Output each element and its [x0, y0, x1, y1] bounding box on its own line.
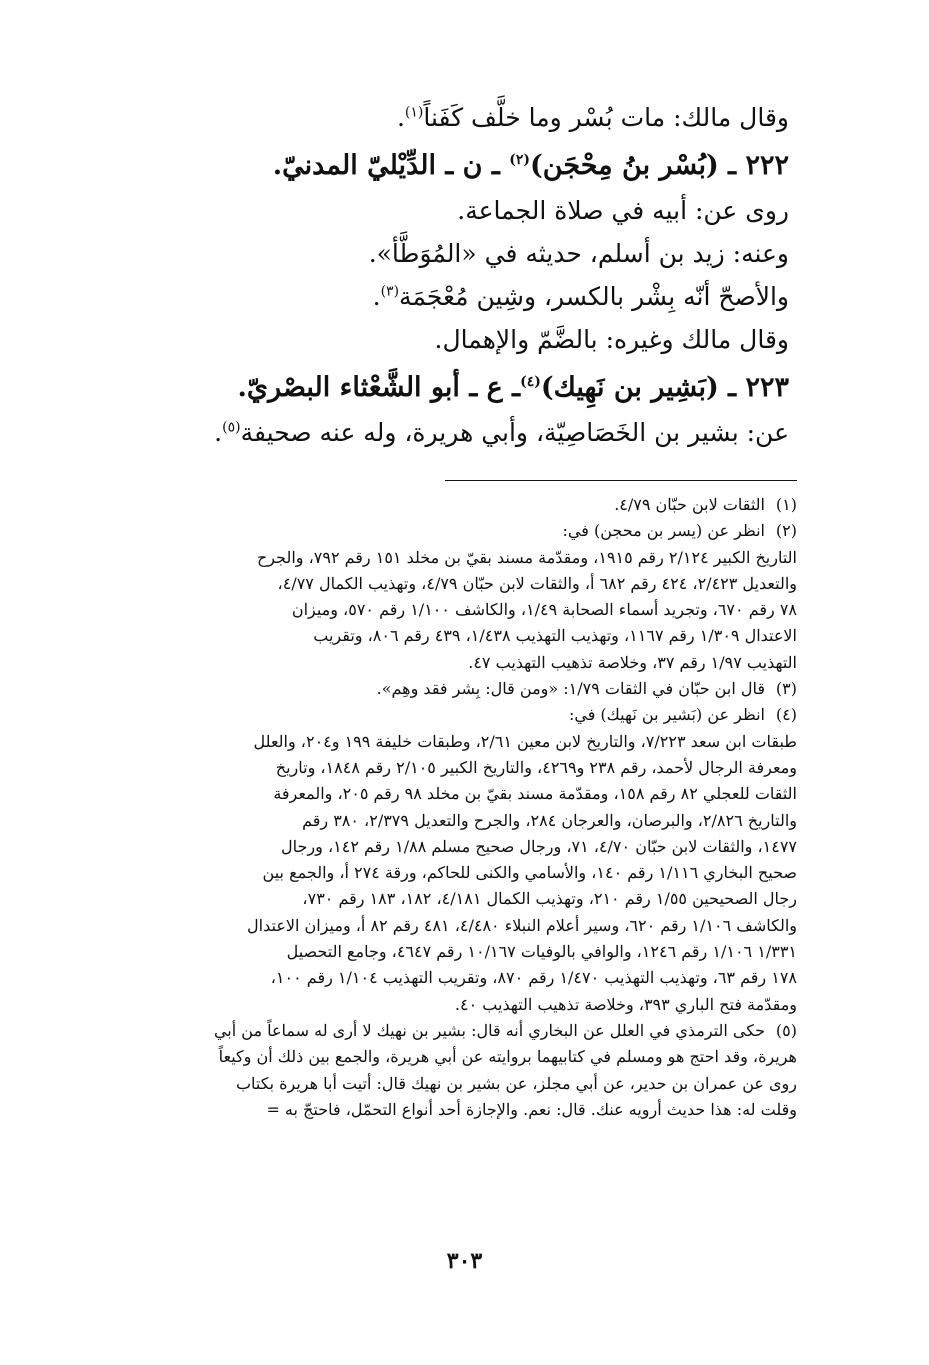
- footnote-line: انظر عن (بَشير بن نَهيك) في:: [568, 705, 765, 725]
- footnote-line: ١/٣٣١ ١/١٠٦ رقم ١٢٤٦، والوافي بالوفيات ١٠/١٦٧ رقم ٤٦٤٧، وجامع التحصيل: [286, 942, 797, 962]
- footnote-separator: [445, 480, 797, 481]
- footnote-line: صحيح البخاري ١/١١٦ رقم ١٤٠، والأسامي والكنى للحاكم، ورقة ٢٧٤ أ، والجمع بين: [262, 863, 797, 883]
- footnote-number: (٤): [775, 705, 797, 725]
- footnote-line: ومعرفة الرجال لأحمد، رقم ٢٣٨ و٤٢٦٩، والتاريخ الكبير ٢/١٠٥ رقم ١٨٤٨، وتاريخ: [275, 757, 797, 777]
- footnote-marker-1[interactable]: (١): [404, 104, 424, 121]
- footnote-5: [128, 1018, 797, 1123]
- footnote-line: انظر عن (يسر بن محجن) في:: [562, 521, 765, 541]
- main-line-3: روى عن: أبيه في صلاة الجماعة.: [457, 196, 789, 225]
- footnote-line: ومقدّمة فتح الباري ٣٩٣، وخلاصة تذهيب التهذيب ٤٠.: [454, 994, 797, 1014]
- footnote-1: [128, 492, 797, 518]
- footnote-marker-3[interactable]: (٣): [380, 283, 400, 300]
- footnote-line: والتعديل ٢/٤٢٣، ٤٢٤ رقم ٦٨٢ أ، والثقات لابن حبّان ٤/٧٩، وتهذيب الكمال ٤/٧٧،: [277, 573, 797, 593]
- footnote-2: [128, 518, 797, 676]
- footnote-line: قال ابن حبّان في الثقات ١/٧٩: «ومن قال: بِشر فقد وهِم».: [376, 679, 765, 699]
- footnote-line: الثقات للعجلي ٨٢ رقم ١٥٨، ومقدّمة مسند بقيّ بن مخلد ٩٨ رقم ٢٠٥، والمعرفة: [273, 784, 797, 804]
- footnote-line: ١٧٨ رقم ٦٣، وتهذيب التهذيب ١/٤٧٠ رقم ٨٧٠، وتقريب التهذيب ١/١٠٤ رقم ١٠٠،: [270, 968, 797, 988]
- footnote-number: (١): [775, 495, 797, 514]
- footnote-marker-4[interactable]: (٤): [520, 374, 541, 390]
- main-line-6: وقال مالك وغيره: بالضَّمّ والإهمال.: [434, 325, 789, 354]
- footnote-line: ٧٨ رقم ٦٧٠، وتجريد أسماء الصحابة ١/٤٩، والكاشف ١/١٠٠ رقم ٥٧٠، وميزان: [291, 600, 797, 620]
- main-text: [132, 96, 789, 454]
- main-line-5: والأصحّ أنّه بِشْر بالكسر، وشِين مُعْجَمَة$^{(٣)}$.: [372, 282, 789, 311]
- footnote-3: [128, 676, 797, 702]
- main-line-4: وعنه: زيد بن أسلم، حديثه في «المُوَطَّأ».: [368, 239, 789, 268]
- main-line-1: وقال مالك: مات بُسْر وما خلَّف كَفَناً$^{(١)}$.: [396, 103, 789, 132]
- footnote-line: ١٤٧٧، والثقات لابن حبّان ٤/٧٠، ٧١، ورجال صحيح مسلم ١/٨٨ رقم ١٤٢، ورجال: [281, 836, 797, 856]
- footnote-line: التهذيب ١/٩٧ رقم ٣٧، وخلاصة تذهيب التهذيب ٤٧.: [468, 652, 797, 672]
- footnote-number: (٥): [775, 1020, 797, 1040]
- footnote-line: التاريخ الكبير ٢/١٢٤ رقم ١٩١٥، ومقدّمة مسند بقيّ بن مخلد ١٥١ رقم ٧٩٢، والجرح: [256, 547, 797, 567]
- footnote-line: روى عن عمران بن حدير، عن أبي مجلز، عن بشير بن نهيك قال: أتيت أبا هريرة بكتاب: [235, 1073, 797, 1093]
- footnote-line: وقلت له: هذا حديث أرويه عنك. قال: نعم. والإجازة أحد أنواع التحمّل، فاحتجّ به =: [266, 1099, 797, 1119]
- main-line-8: عن: بشير بن الخَصَاصِيّة، وأبي هريرة، وله عنه صحيفة$^{(٥)}$.: [214, 418, 789, 447]
- footnote-line: رجال الصحيحين ١/٥٥ رقم ٢١٠، وتهذيب الكمال ٤/١٨١، ١٨٢، ١٨٣ رقم ٧٣٠،: [302, 889, 797, 909]
- footnote-4: [128, 702, 797, 1018]
- footnote-line: هريرة، وقد احتج هو ومسلم في كتابيهما بروايته عن أبي هريرة، والجمع بين ذلك أن وكيعاً: [218, 1047, 797, 1067]
- footnote-line: حكى الترمذي في العلل عن البخاري أنه قال: بشير بن نهيك لا أرى له سماعاً من أبي: [213, 1020, 765, 1040]
- footnotes: [128, 492, 797, 1123]
- page-number: ٣٠٣: [446, 1248, 483, 1274]
- footnote-line: والتاريخ ٢/٨٢٦، والبرصان، والعرجان ٢٨٤، والجرح والتعديل ٢/٣٧٩، ٣٨٠ رقم: [302, 810, 797, 830]
- footnote-line: والكاشف ١/١٠٦ رقم ٦٢٠، وسير أعلام النبلاء ٤/٤٨٠، ٤٨١ رقم ٨٢ أ، وميزان الاعتدال: [247, 915, 797, 935]
- entry-223-heading: ٢٢٣ ـ (بَشِير بن نَهِيك)$^{(٤)}$ـ ع ـ أبو الشَّعْثاء البصْريّ.: [237, 372, 789, 403]
- footnote-marker-5[interactable]: (٥): [222, 419, 241, 436]
- footnote-number: (٣): [775, 679, 797, 699]
- footnote-line: الثقات لابن حبّان ٤/٧٩.: [614, 495, 765, 514]
- footnote-line: الاعتدال ١/٣٠٩ رقم ١١٦٧، وتهذيب التهذيب ١/٤٣٨، ٤٣٩ رقم ٨٠٦، وتقريب: [313, 626, 797, 646]
- entry-222-heading: ٢٢٢ ـ (بُسْر بنُ مِحْجَن)$^{(٢)}$ ـ ن ـ الدِّيْليّ المدنيّ.: [272, 150, 789, 181]
- footnote-marker-2[interactable]: (٢): [509, 152, 530, 168]
- footnote-line: طبقات ابن سعد ٧/٢٢٣، والتاريخ لابن معين ٢/٦١، وطبقات خليفة ١٩٩ و٢٠٤، والعلل: [253, 731, 797, 751]
- footnote-number: (٢): [775, 521, 797, 541]
